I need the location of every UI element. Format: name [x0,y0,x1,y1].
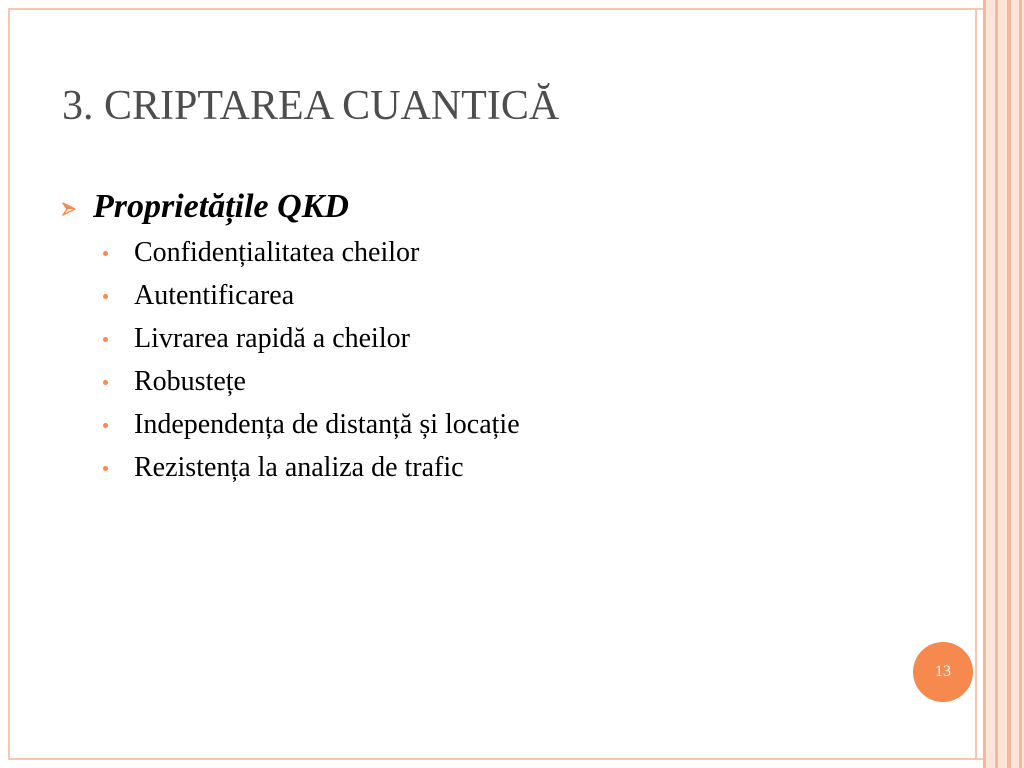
right-stripe [983,0,986,768]
list-item-text: Autentificarea [134,280,295,311]
frame-bottom-line [8,758,984,760]
dot-bullet-icon [103,466,108,471]
bullet-list [134,231,520,489]
list-item [134,231,520,274]
right-stripe [1019,0,1022,768]
list-item [134,360,520,403]
arrow-bullet-icon [62,202,76,216]
list-item [134,403,520,446]
list-item-text: Robustețe [134,366,246,397]
heading-text: Proprietățile QKD [93,188,349,225]
right-stripe [1007,0,1011,768]
right-stripe [995,0,998,768]
heading-bullet-row [62,187,462,227]
dot-bullet-icon [103,380,108,385]
dot-bullet-icon [103,251,108,256]
list-item-text: Confidențialitatea cheilor [134,237,420,268]
page-number-badge: 13 [913,642,973,702]
list-item [134,446,520,489]
dot-bullet-icon [103,337,108,342]
slide-title: 3. CRIPTAREA CUANTICĂ [62,83,560,129]
frame-left-line [8,8,10,760]
dot-bullet-icon [103,294,108,299]
list-item-text: Livrarea rapidă a cheilor [134,323,410,354]
right-stripe-band [983,0,1024,768]
dot-bullet-icon [103,423,108,428]
frame-top-line [8,8,984,10]
frame-right-line [975,8,977,760]
list-item-text: Independența de distanță și locație [134,409,520,440]
list-item-text: Rezistența la analiza de trafic [134,452,464,483]
list-item [134,274,520,317]
list-item [134,317,520,360]
